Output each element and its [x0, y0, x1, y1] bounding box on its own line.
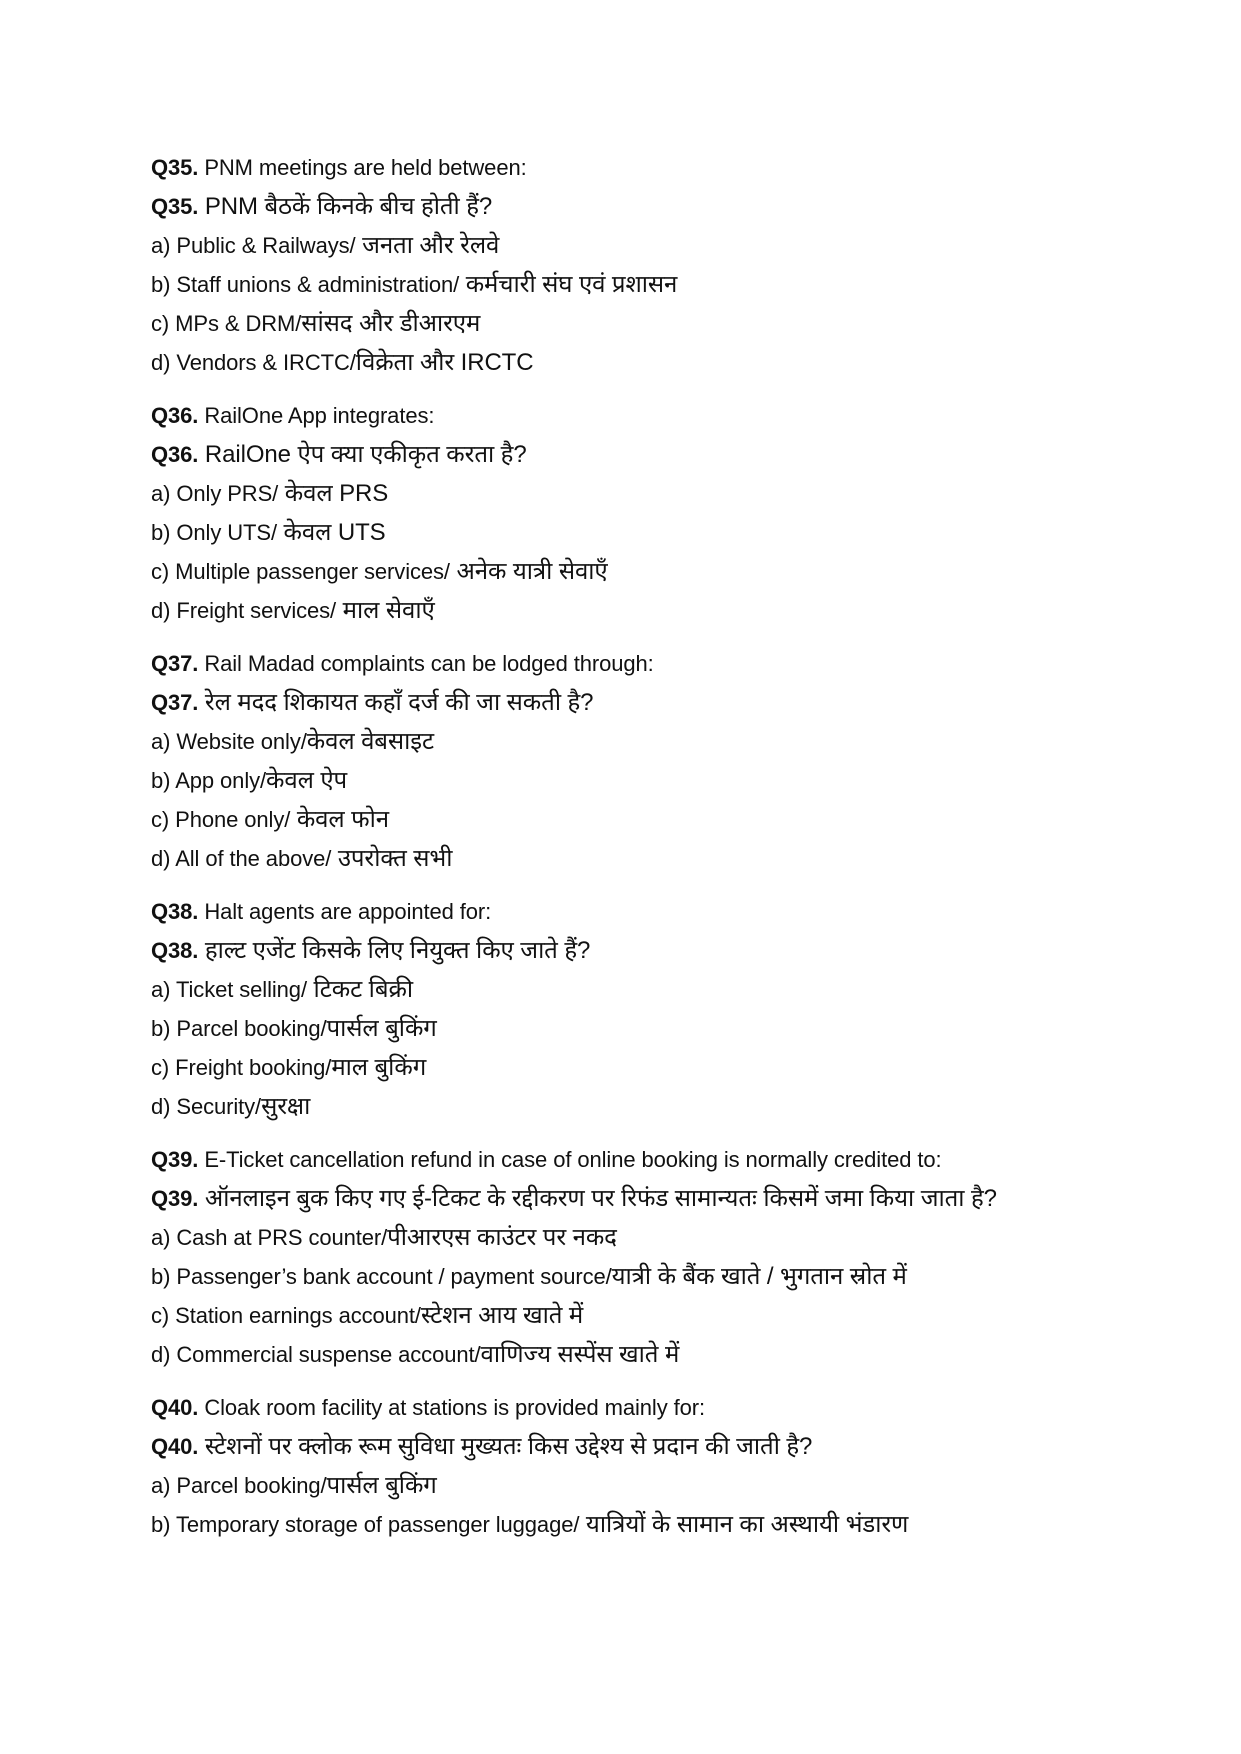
option-label: d) — [151, 1094, 171, 1119]
question-english — [151, 1388, 1191, 1427]
option-text-en: Parcel booking/ — [176, 1016, 327, 1041]
option-text-en: Ticket selling/ — [176, 977, 307, 1002]
option-label: b) — [151, 1016, 171, 1041]
question-block-38 — [151, 892, 1191, 1126]
option-text-en: Website only/ — [176, 729, 307, 754]
option-d — [151, 1087, 1191, 1126]
option-text-en: Phone only/ — [175, 807, 291, 832]
question-english — [151, 892, 1191, 931]
option-label: c) — [151, 311, 170, 336]
option-text-en: Staff unions & administration/ — [176, 272, 460, 297]
option-a — [151, 474, 1191, 513]
question-text-hi: स्टेशनों पर क्लोक रूम सुविधा मुख्यतः किस उद्देश्य से प्रदान की जाती है? — [204, 1433, 813, 1460]
question-number: Q37. — [151, 651, 199, 676]
question-text-en: Rail Madad complaints can be lodged through: — [204, 651, 654, 676]
option-text-en: Cash at PRS counter/ — [176, 1225, 388, 1250]
question-number: Q38. — [151, 938, 199, 963]
question-english — [151, 1140, 1191, 1179]
option-b — [151, 1505, 1191, 1544]
option-text-en: Commercial suspense account/ — [176, 1342, 481, 1367]
option-text-en: App only/ — [175, 768, 267, 793]
option-c — [151, 1296, 1191, 1335]
option-d — [151, 839, 1191, 878]
option-c — [151, 800, 1191, 839]
question-hindi — [151, 1427, 1191, 1466]
question-english — [151, 396, 1191, 435]
option-label: d) — [151, 1342, 171, 1367]
option-a — [151, 226, 1191, 265]
question-english — [151, 644, 1191, 683]
option-text-hi: यात्रियों के सामान का अस्थायी भंडारण — [579, 1511, 909, 1538]
option-b — [151, 761, 1191, 800]
question-block-39 — [151, 1140, 1191, 1374]
option-label: b) — [151, 272, 171, 297]
option-label: b) — [151, 1512, 171, 1537]
option-text-hi: केवल वेबसाइट — [306, 728, 434, 755]
option-label: a) — [151, 233, 171, 258]
option-text-en: Temporary storage of passenger luggage/ — [176, 1512, 580, 1537]
question-hindi — [151, 683, 1191, 722]
option-label: c) — [151, 1055, 170, 1080]
option-text-hi: यात्री के बैंक खाते / भुगतान स्रोत में — [611, 1263, 907, 1290]
option-text-hi: उपरोक्त सभी — [331, 845, 453, 872]
option-text-en: Only UTS/ — [176, 520, 277, 545]
option-label: c) — [151, 807, 170, 832]
option-label: a) — [151, 481, 171, 506]
option-a — [151, 1218, 1191, 1257]
option-text-en: Only PRS/ — [176, 481, 279, 506]
option-d — [151, 1335, 1191, 1374]
question-text-en: RailOne App integrates: — [204, 403, 435, 428]
option-text-en: Passenger’s bank account / payment source/ — [176, 1264, 612, 1289]
option-text-en: Vendors & IRCTC/ — [176, 350, 356, 375]
question-hindi — [151, 435, 1191, 474]
option-b — [151, 1257, 1191, 1296]
option-label: c) — [151, 1303, 170, 1328]
option-text-hi: केवल UTS — [276, 519, 386, 546]
option-a — [151, 722, 1191, 761]
option-text-hi: विक्रेता और IRCTC — [355, 349, 534, 376]
option-text-hi: माल सेवाएँ — [336, 597, 435, 624]
option-text-hi: सांसद और डीआरएम — [301, 310, 481, 337]
option-c — [151, 304, 1191, 343]
option-text-en: Parcel booking/ — [176, 1473, 327, 1498]
option-a — [151, 970, 1191, 1009]
option-text-hi: स्टेशन आय खाते में — [420, 1302, 584, 1329]
question-number: Q35. — [151, 155, 199, 180]
question-block-37 — [151, 644, 1191, 878]
question-number: Q36. — [151, 442, 199, 467]
option-text-en: Station earnings account/ — [175, 1303, 421, 1328]
option-text-en: MPs & DRM/ — [175, 311, 302, 336]
option-label: c) — [151, 559, 170, 584]
option-text-hi: कर्मचारी संघ एवं प्रशासन — [459, 271, 678, 298]
option-text-hi: टिकट बिक्री — [306, 976, 413, 1003]
question-text-hi: हाल्ट एजेंट किसके लिए नियुक्त किए जाते हैं? — [204, 937, 591, 964]
option-label: a) — [151, 977, 171, 1002]
question-number: Q38. — [151, 899, 199, 924]
option-text-hi: वाणिज्य सस्पेंस खाते में — [480, 1341, 680, 1368]
option-label: b) — [151, 520, 171, 545]
question-number: Q36. — [151, 403, 199, 428]
question-text-en: E-Ticket cancellation refund in case of online booking is normally credited to: — [204, 1147, 942, 1172]
option-text-hi: अनेक यात्री सेवाएँ — [449, 558, 608, 585]
question-english — [151, 148, 1191, 187]
option-a — [151, 1466, 1191, 1505]
option-d — [151, 343, 1191, 382]
question-text-hi: RailOne ऐप क्या एकीकृत करता है? — [204, 441, 527, 468]
question-text-hi: ऑनलाइन बुक किए गए ई-टिकट के रद्दीकरण पर रिफंड सामान्यतः किसमें जमा किया जाता है? — [204, 1185, 997, 1212]
option-c — [151, 552, 1191, 591]
option-text-en: Freight services/ — [176, 598, 337, 623]
option-text-en: All of the above/ — [175, 846, 332, 871]
option-text-hi: माल बुकिंग — [331, 1054, 427, 1081]
question-number: Q39. — [151, 1147, 199, 1172]
option-text-hi: पार्सल बुकिंग — [326, 1015, 437, 1042]
option-text-hi: केवल PRS — [278, 480, 389, 507]
question-text-en: Cloak room facility at stations is provided mainly for: — [204, 1395, 706, 1420]
option-label: d) — [151, 846, 171, 871]
question-number: Q40. — [151, 1434, 199, 1459]
question-block-36 — [151, 396, 1191, 630]
option-c — [151, 1048, 1191, 1087]
option-b — [151, 513, 1191, 552]
question-number: Q37. — [151, 690, 199, 715]
question-number: Q40. — [151, 1395, 199, 1420]
option-text-hi: केवल ऐप — [266, 767, 348, 794]
option-text-en: Multiple passenger services/ — [175, 559, 450, 584]
option-text-hi: पीआरएस काउंटर पर नकद — [387, 1224, 617, 1251]
option-b — [151, 1009, 1191, 1048]
option-text-en: Public & Railways/ — [176, 233, 356, 258]
option-text-hi: केवल फोन — [290, 806, 389, 833]
option-label: d) — [151, 598, 171, 623]
question-number: Q39. — [151, 1186, 199, 1211]
option-text-hi: पार्सल बुकिंग — [326, 1472, 437, 1499]
option-text-hi: सुरक्षा — [261, 1093, 311, 1120]
question-text-hi: PNM बैठकें किनके बीच होती हैं? — [204, 193, 493, 220]
option-d — [151, 591, 1191, 630]
option-b — [151, 265, 1191, 304]
question-hindi — [151, 1179, 1191, 1218]
option-label: b) — [151, 1264, 171, 1289]
option-label: a) — [151, 1473, 171, 1498]
option-text-hi: जनता और रेलवे — [355, 232, 500, 259]
question-text-hi: रेल मदद शिकायत कहाँ दर्ज की जा सकती है? — [204, 689, 594, 716]
option-label: a) — [151, 1225, 171, 1250]
question-text-en: PNM meetings are held between: — [204, 155, 527, 180]
question-text-en: Halt agents are appointed for: — [204, 899, 492, 924]
question-hindi — [151, 931, 1191, 970]
option-label: a) — [151, 729, 171, 754]
question-number: Q35. — [151, 194, 199, 219]
option-label: b) — [151, 768, 171, 793]
question-block-35 — [151, 148, 1191, 382]
option-text-en: Freight booking/ — [175, 1055, 332, 1080]
option-label: d) — [151, 350, 171, 375]
question-hindi — [151, 187, 1191, 226]
question-list — [151, 148, 1191, 1558]
question-block-40 — [151, 1388, 1191, 1544]
option-text-en: Security/ — [176, 1094, 262, 1119]
